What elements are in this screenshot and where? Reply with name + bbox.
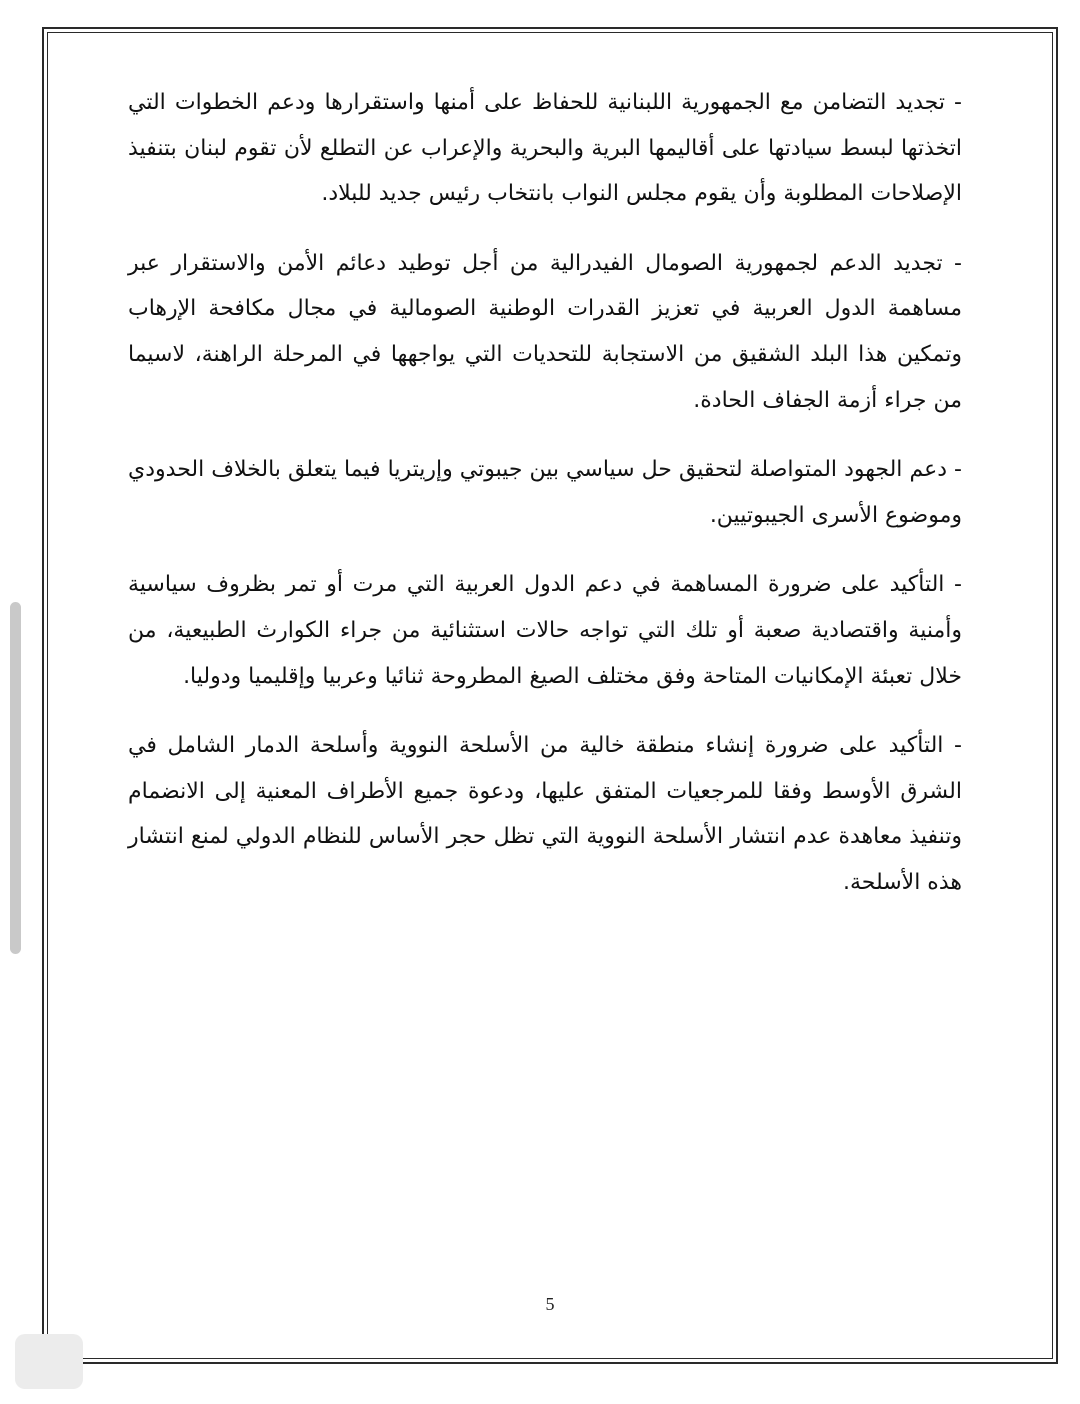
- scrollbar-thumb[interactable]: [10, 602, 21, 954]
- paragraph-nuclear-free-zone: - التأكيد على ضرورة إنشاء منطقة خالية من الأسلحة النووية وأسلحة الدمار الشامل في الشرق الأوسط وفقا للمرجعيات المتفق عليها، ودعوة جميع الأطراف المعنية إلى الانضمام وتنفيذ معاهدة عدم انتشار الأسلحة النووية التي تظل حجر الأساس للنظام الدولي لمنع انتشار هذه الأسلحة.: [128, 733, 962, 895]
- paragraph-lebanon: - تجديد التضامن مع الجمهورية اللبنانية للحفاظ على أمنها واستقرارها ودعم الخطوات التي اتخذتها لبسط سيادتها على أقاليمها البرية والبحرية والإعراب عن التطلع لأن تقوم لبنان بتنفيذ الإصلاحات المطلوبة وأن يقوم مجلس النواب بانتخاب رئيس جديد للبلاد.: [128, 90, 962, 207]
- paragraph-somalia: - تجديد الدعم لجمهورية الصومال الفيدرالية من أجل توطيد دعائم الأمن والاستقرار عبر مساهمة الدول العربية في تعزيز القدرات الوطنية الصومالية في مجال مكافحة الإرهاب وتمكين هذا البلد الشقيق من الاستجابة للتحديات التي يواجهها في المرحلة الراهنة، لاسيما من جراء أزمة الجفاف الحادة.: [128, 250, 962, 413]
- document-body: [128, 80, 962, 930]
- paragraph-djibouti-eritrea: - دعم الجهود المتواصلة لتحقيق حل سياسي بين جيبوتي وإريتريا فيما يتعلق بالخلاف الحدودي وموضوع الأسرى الجيبوتيين.: [128, 457, 962, 528]
- page-number: 5: [545, 1294, 555, 1314]
- paragraph-crisis-support: - التأكيد على ضرورة المساهمة في دعم الدول العربية التي مرت أو تمر بظروف سياسية وأمنية واقتصادية صعبة أو تلك التي تواجه حالات استثنائية من جراء الكوارث الطبيعية، من خلال تعبئة الإمكانيات المتاحة وفق مختلف الصيغ المطروحة ثنائيا وعربيا وإقليميا ودوليا.: [128, 572, 962, 689]
- floating-action-button[interactable]: [15, 1334, 83, 1389]
